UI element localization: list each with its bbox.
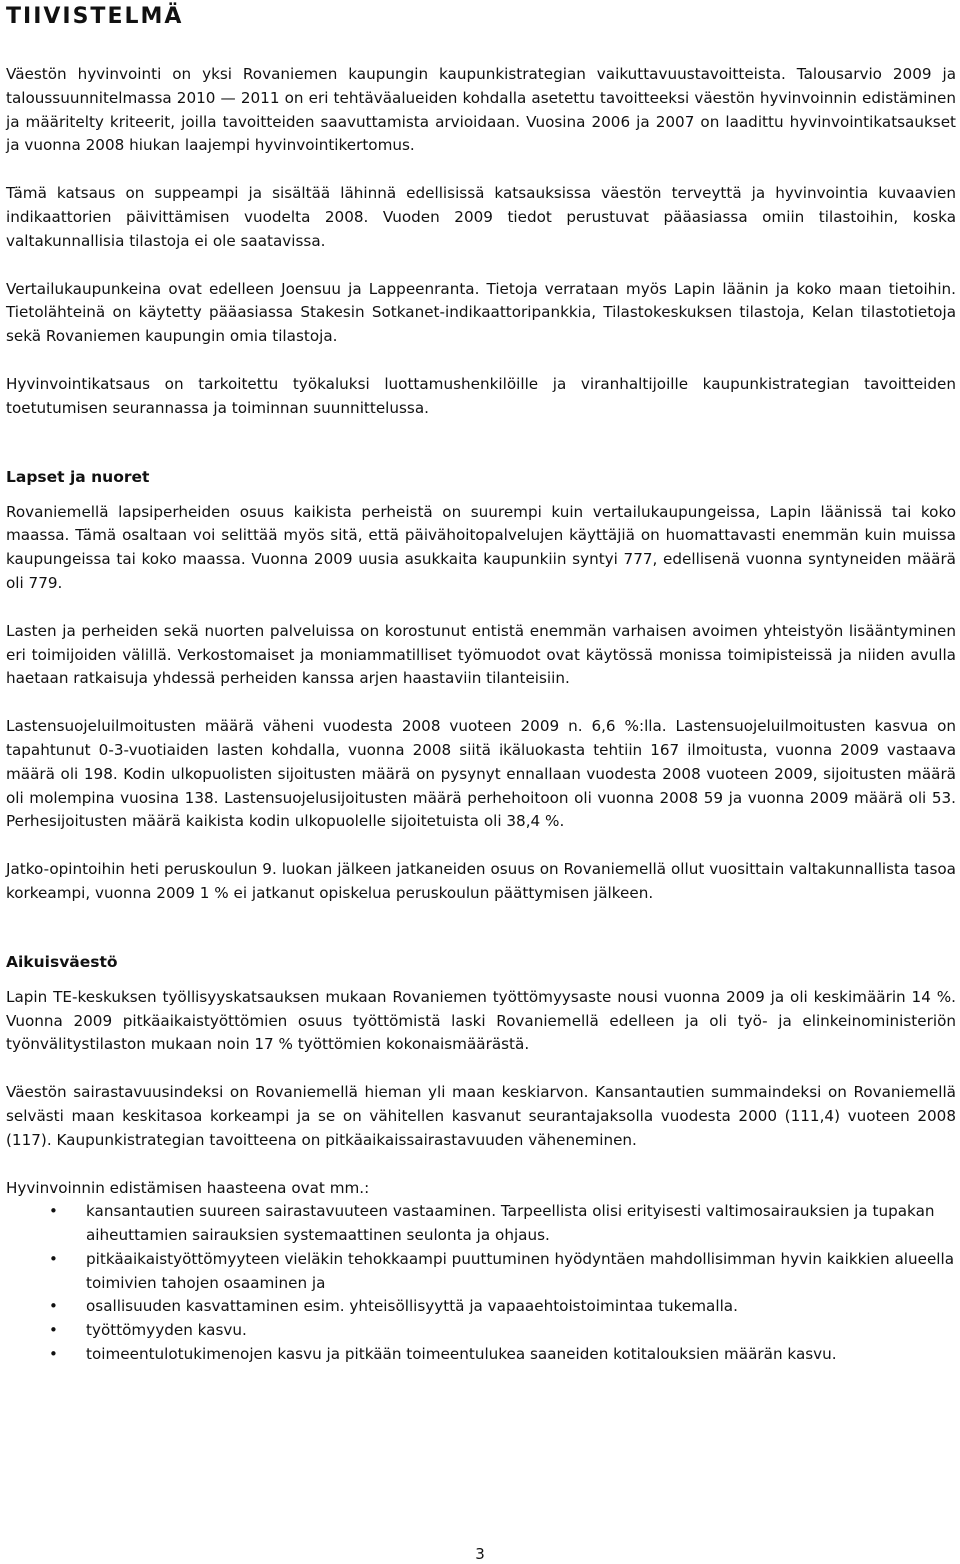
- adults-paragraph-1: Lapin TE-keskuksen työllisyyskatsauksen mukaan Rovaniemen työttömyysaste nousi vuonna 2009 ja oli keskimäärin 14 %. Vuonna 2009 pitkäaikaistyöttömien osuus työttömistä laski Rovaniemellä edelleen ja oli työ- ja elinkeinoministeriön työnvälitystilaston mukaan noin 17 % työttömien kokonaismäärästä.: [6, 987, 956, 1054]
- challenges-intro: Hyvinvoinnin edistämisen haasteena ovat mm.:: [6, 1178, 370, 1197]
- section-heading-children: Lapset ja nuoret: [6, 467, 150, 486]
- list-item-text: pitkäaikaistyöttömyyteen vieläkin tehokkaampi puuttuminen hyödyntäen mahdollisimman hyvin kaikkien alueella toimivien tahojen osaaminen ja: [86, 1249, 955, 1292]
- list-item: [6, 1343, 956, 1367]
- list-item-text: työttömyyden kasvu.: [86, 1321, 247, 1340]
- section-heading-adults: Aikuisväestö: [6, 952, 118, 971]
- challenges-list: [6, 1200, 956, 1367]
- intro-paragraph-3: Vertailukaupunkeina ovat edelleen Joensuu ja Lappeenranta. Tietoja verrataan myös Lapin läänin ja koko maan tietoihin. Tietolähteinä on käytetty pääasiassa Stakesin Sotkanet-indikaattoripankkia, Tilastokeskuksen tilastoja, Kelan tilastotietoja sekä Rovaniemen kaupungin omia tilastoja.: [6, 279, 956, 346]
- bullet-icon: •: [49, 1249, 58, 1268]
- adults-paragraph-2: Väestön sairastavuusindeksi on Rovaniemellä hieman yli maan keskiarvon. Kansantautien summaindeksi on Rovaniemellä selvästi maan keskitasoa korkeampi ja se on vähitellen kasvanut seurantajaksolla vuodesta 2000 (111,4) vuoteen 2008 (117). Kaupunkistrategian tavoitteena on pitkäaikaissairastavuuden väheneminen.: [6, 1083, 956, 1149]
- intro-paragraph-4: Hyvinvointikatsaus on tarkoitettu työkaluksi luottamushenkilöille ja viranhaltijoille kaupunkistrategian tavoitteiden toetutumisen seurannassa ja toiminnan suunnittelussa.: [6, 374, 956, 417]
- list-item-text: osallisuuden kasvattaminen esim. yhteisöllisyyttä ja vapaaehtoistoimintaa tukemalla.: [86, 1297, 738, 1316]
- bullet-icon: •: [49, 1321, 58, 1340]
- children-paragraph-3: Lastensuojeluilmoitusten määrä väheni vuodesta 2008 vuoteen 2009 n. 6,6 %:lla. Lastensuojeluilmoitusten kasvua on tapahtunut 0-3-vuotiaiden lasten kohdalla, vuonna 2008 siitä ikäluokasta tehtiin 167 ilmoitusta, vuonna 2009 vastaava määrä oli 198. Kodin ulkopuolisten sijoitusten määrä on pysynyt ennallaan vuodesta 2008 vuoteen 2009, sijoitusten määrä oli molempina vuosina 138. Lastensuojelusijoitusten määrä perhehoitoon oli vuonna 2008 59 ja vuonna 2009 määrä oli 53. Perhesijoitusten määrä kaikista kodin ulkopuolelle sijoitetuista oli 38,4 %.: [6, 717, 956, 831]
- children-paragraph-4: Jatko-opintoihin heti peruskoulun 9. luokan jälkeen jatkaneiden osuus on Rovaniemellä ollut vuosittain valtakunnallista tasoa korkeampi, vuonna 2009 1 % ei jatkanut opiskelua peruskoulun päättymisen jälkeen.: [6, 860, 956, 902]
- list-item: [6, 1295, 956, 1319]
- intro-paragraph-1: Väestön hyvinvointi on yksi Rovaniemen kaupungin kaupunkistrategian vaikuttavuustavoitteista. Talousarvio 2009 ja taloussuunnitelmassa 2010 — 2011 on eri tehtäväalueiden kohdalla asetettu tavoitteeksi väestön hyvinvoinnin edistäminen ja määritelty kriteerit, joilla tavoitteiden saavuttamista arvioidaan. Vuosina 2006 ja 2007 on laadittu hyvinvointikatsaukset ja vuonna 2008 hiukan laajempi hyvinvointikertomus.: [6, 65, 956, 155]
- list-item: [6, 1200, 956, 1248]
- list-item: [6, 1248, 956, 1296]
- children-paragraph-2: Lasten ja perheiden sekä nuorten palveluissa on korostunut entistä enemmän varhaisen avoimen yhteistyön lisääntyminen eri toimijoiden välillä. Verkostomaiset ja moniammatilliset työmuodot ovat käytössä monissa toimipisteissä ja niiden avulla haetaan ratkaisuja yhdessä perheiden kanssa arjen haastaviin tilanteisiin.: [6, 621, 956, 688]
- page-number: 3: [475, 1545, 485, 1563]
- intro-paragraph-2: Tämä katsaus on suppeampi ja sisältää lähinnä edellisissä katsauksissa väestön terveyttä ja hyvinvointia kuvaavien indikaattorien päivittämisen vuodelta 2008. Vuoden 2009 tiedot perustuvat pääasiassa omiin tilastoihin, koska valtakunnallisia tilastoja ei ole saatavissa.: [6, 184, 956, 250]
- bullet-icon: •: [49, 1202, 58, 1221]
- list-item-text: kansantautien suureen sairastavuuteen vastaaminen. Tarpeellista olisi erityisesti valtimosairauksien ja tupakan aiheuttamien sairauksien systemaattinen seulonta ja ohjaus.: [86, 1202, 935, 1245]
- bullet-icon: •: [49, 1297, 58, 1316]
- bullet-icon: •: [49, 1345, 58, 1364]
- document-page: [6, 0, 956, 1367]
- list-item: [6, 1319, 956, 1343]
- list-item-text: toimeentulotukimenojen kasvu ja pitkään toimeentulukea saaneiden kotitalouksien määrän kasvu.: [86, 1345, 837, 1364]
- children-paragraph-1: Rovaniemellä lapsiperheiden osuus kaikista perheistä on suurempi kuin vertailukaupungeissa, Lapin läänissä tai koko maassa. Tämä osaltaan voi selittää myös sitä, että päivähoitopalvelujen käyttäjiä on huomattavasti enemmän kuin muissa kaupungeissa tai koko maassa. Vuonna 2009 uusia asukkaita kaupunkiin syntyi 777, edellisenä vuonna syntyneiden määrä oli 779.: [6, 502, 956, 592]
- page-title: TIIVISTELMÄ: [6, 4, 184, 29]
